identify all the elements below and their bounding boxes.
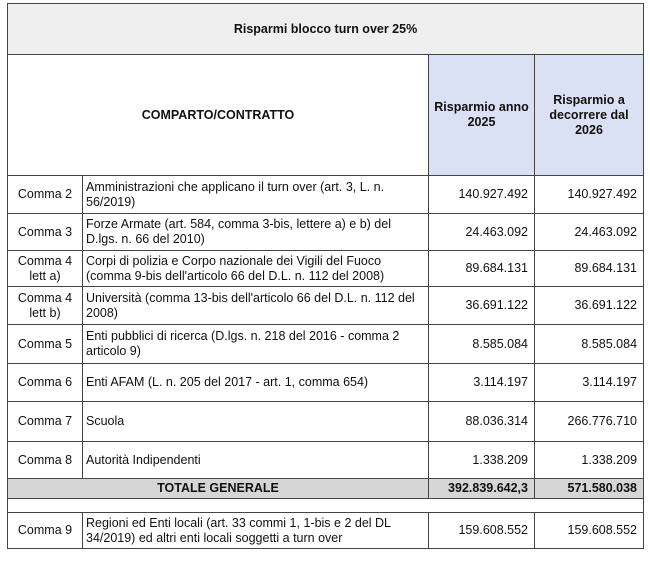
row-value-2025: 88.036.314 — [429, 402, 535, 442]
total-value-2026: 571.580.038 — [535, 479, 644, 499]
row-description: Enti AFAM (L. n. 205 del 2017 - art. 1, comma 654) — [83, 364, 429, 402]
row-description: Enti pubblici di ricerca (D.lgs. n. 218 del 2016 - comma 2 articolo 9) — [83, 325, 429, 364]
row-description: Corpi di polizia e Corpo nazionale dei Vigili del Fuoco (comma 9-bis dell'articolo 66 del D.L. n. 112 del 2008) — [83, 251, 429, 287]
table-title: Risparmi blocco turn over 25% — [8, 4, 644, 55]
row-description: Regioni ed Enti locali (art. 33 commi 1, 1-bis e 2 del DL 34/2019) ed altri enti locali soggetti a turn over — [83, 513, 429, 549]
table-row — [8, 251, 644, 287]
row-code: Comma 9 — [8, 513, 83, 549]
total-value-2025: 392.839.642,3 — [429, 479, 535, 499]
table-row — [8, 214, 644, 251]
row-description: Scuola — [83, 402, 429, 442]
row-value-2026: 24.463.092 — [535, 214, 644, 251]
table-row — [8, 287, 644, 325]
row-value-2026: 140.927.492 — [535, 176, 644, 214]
row-value-2026: 3.114.197 — [535, 364, 644, 402]
row-description: Forze Armate (art. 584, comma 3-bis, lettere a) e b) del D.lgs. n. 66 del 2010) — [83, 214, 429, 251]
row-description: Autorità Indipendenti — [83, 442, 429, 479]
spacer-cell — [8, 499, 644, 513]
row-value-2026: 266.776.710 — [535, 402, 644, 442]
table-row — [8, 442, 644, 479]
header-2026: Risparmio a decorrere dal 2026 — [535, 55, 644, 176]
savings-table — [7, 3, 644, 549]
row-value-2026: 159.608.552 — [535, 513, 644, 549]
table-row — [8, 176, 644, 214]
row-value-2025: 3.114.197 — [429, 364, 535, 402]
spacer-row — [8, 499, 644, 513]
row-value-2026: 36.691.122 — [535, 287, 644, 325]
row-value-2026: 8.585.084 — [535, 325, 644, 364]
row-code: Comma 6 — [8, 364, 83, 402]
row-value-2026: 89.684.131 — [535, 251, 644, 287]
total-label: TOTALE GENERALE — [8, 479, 429, 499]
row-code: Comma 2 — [8, 176, 83, 214]
row-code: Comma 8 — [8, 442, 83, 479]
table-row — [8, 402, 644, 442]
table-row — [8, 513, 644, 549]
row-value-2025: 1.338.209 — [429, 442, 535, 479]
row-value-2025: 8.585.084 — [429, 325, 535, 364]
row-value-2025: 24.463.092 — [429, 214, 535, 251]
table-row — [8, 325, 644, 364]
row-code: Comma 5 — [8, 325, 83, 364]
row-code: Comma 7 — [8, 402, 83, 442]
total-row — [8, 479, 644, 499]
row-value-2025: 140.927.492 — [429, 176, 535, 214]
header-2025: Risparmio anno 2025 — [429, 55, 535, 176]
row-description: Università (comma 13-bis dell'articolo 66 del D.L. n. 112 del 2008) — [83, 287, 429, 325]
row-code: Comma 4 lett b) — [8, 287, 83, 325]
row-description: Amministrazioni che applicano il turn over (art. 3, L. n. 56/2019) — [83, 176, 429, 214]
row-value-2026: 1.338.209 — [535, 442, 644, 479]
table-row — [8, 364, 644, 402]
row-code: Comma 3 — [8, 214, 83, 251]
row-value-2025: 36.691.122 — [429, 287, 535, 325]
row-code: Comma 4 lett a) — [8, 251, 83, 287]
row-value-2025: 159.608.552 — [429, 513, 535, 549]
row-value-2025: 89.684.131 — [429, 251, 535, 287]
header-comparto: COMPARTO/CONTRATTO — [8, 55, 429, 176]
